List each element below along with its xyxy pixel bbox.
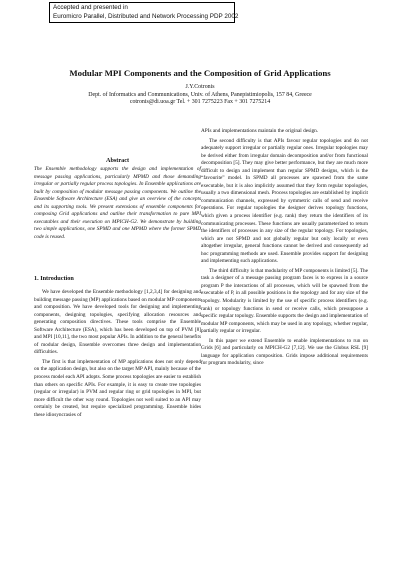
body-paragraph: The third difficulty is that modularity of MP components is limited [5]. The task a designer of a message passing program faces is to express in a source program P the interactions of all processes, which will be spawned from the executable of P, in all possible positions in the topology and for any size of the topology. Modularity is limited by the use of specific process identifiers (e.g. rank) or topology functions in send or receive calls, which presuppose a specific regular topology. Ensemble supports the design and implementation of modular MP components, which may be used in any topology, whether regular, partially regular or irregular. bbox=[201, 267, 368, 335]
body-paragraph: APIs and implementations maintain the original design. bbox=[201, 128, 319, 134]
body-paragraph: The second difficulty is that APIs favour regular topologies and do not adequately support irregular or partially regular ones. Irregular topologies may be derived either from irregular domain decomposition and/or from functional decomposition [5]. They may give better performance, but they are much more difficult to design and implement than regular SPMD designs, which is the “favourite” model. In SPMD all processes are spawned from the same executable, but it is also implicitly assumed that they form regular topologies, usually a two dimensional mesh. Process topologies are established by implicit communication channels, expressed by symmetric calls of send and receive operations. For regular topologies the designer derives topology functions, which given a process identifier (e.g. rank) they return the identifiers of its communicating processes. These functions are usually parameterized to return the identifiers of processes in any size of the regular topology. For topologies, which are not SPMD and not globally regular but only locally or even altogether irregular, general functions cannot be derived and consequently ad hoc programming methods are used. Ensemble provides support for designing and implementing such applications. bbox=[201, 137, 368, 265]
publication-notice bbox=[49, 2, 239, 23]
body-paragraph: In this paper we extend Ensemble to enable implementations to run on Grids [6] and particularly on MPICH-G2 [7,12]. We use the Globus RSL [9] language for application composition. Grids impose additional requirements for program modularity, since bbox=[201, 337, 368, 367]
introduction-heading: 1. Introduction bbox=[34, 275, 74, 283]
right-column bbox=[201, 128, 368, 370]
notice-line-1: Accepted and presented in bbox=[53, 4, 128, 11]
author-contact: cotronis@di.uoa.gr Tel. + 301 7275223 Fax + 301 7275214 bbox=[129, 99, 271, 106]
author-block bbox=[20, 84, 380, 107]
author-name: J.Y.Cotronis bbox=[185, 84, 215, 90]
author-affiliation: Dept. of Informatics and Communications, Univ. of Athens, Panepistimiopolis, 157 84, Greece bbox=[88, 91, 312, 98]
intro-paragraph: We have developed the Ensemble methodology [1,2,3,4] for designing and building message passing (MP) applications based on modular MP components and composition. We have developed tools for designing and implementing components, designing topologies, specifying allocation resources and generating composition directives. These tools comprise the Ensemble Software Architecture (ESA), which has been developed on top of PVM [8] and MPI [10,11], the two most popular APIs. In addition to the general benefits of modular design, Ensemble overcomes three design and implementation difficulties. bbox=[34, 289, 201, 356]
intro-paragraph: The first is that implementation of MP applications does not only depend on the application design, but also on the target MP API, mainly because of the process model each API adopts. Some process topologies are easier to establish than others on specific APIs. For example, it is easy to create tree topologies (regular or irregular) in PVM and regular ring or grid topologies in MPI, but more difficult the other way round. Topologies not well suited to an API may certainly be created, but require specialized programming. Ensemble hides these idiosyncrasies of bbox=[34, 358, 201, 418]
paper-title: Modular MPI Components and the Composition of Grid Applications bbox=[69, 68, 331, 78]
abstract-text: The Ensemble methodology supports the design and implementation of message passing applications, particularly MPMD and those demanding irregular or partially regular process topologies. In Ensemble applications are built by composition of modular message passing components. We outline the Ensemble Software Architecture (ESA) and give an overview of the concepts and its supporting tools. We present extensions of ensemble components for composing Grid applications and outline their transformation to pure MPI executables and their execution on MPICH-G2. We demonstrate by building two simple applications, one SPMD and one MPMD where the former SPMD code is reused. bbox=[34, 166, 201, 240]
abstract-heading: Abstract bbox=[105, 157, 130, 164]
left-column bbox=[34, 129, 201, 421]
notice-line-2: Euromicro Parallel, Distributed and Network Processing PDP 2002 bbox=[53, 12, 239, 20]
